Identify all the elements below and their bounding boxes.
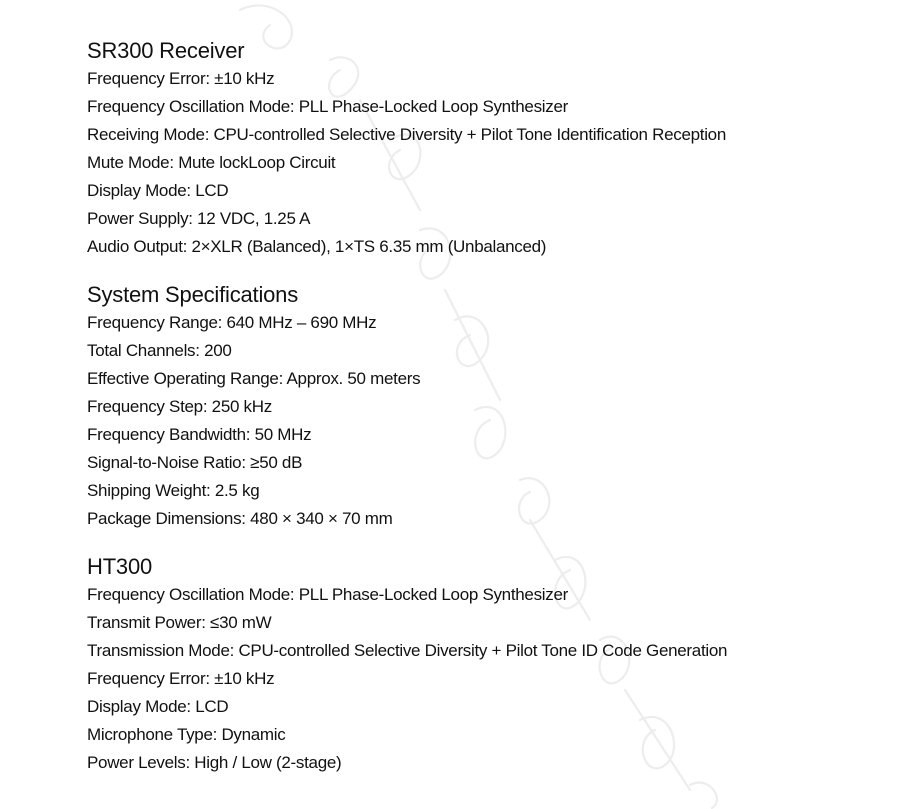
spec-list <box>87 581 887 777</box>
sr300-receiver-section <box>87 37 887 261</box>
spec-line: Frequency Bandwidth: 50 MHz <box>87 425 312 444</box>
spec-list <box>87 309 887 533</box>
spec-line: Total Channels: 200 <box>87 341 232 360</box>
section-title: SR300 Receiver <box>87 38 245 63</box>
spec-line: Power Levels: High / Low (2-stage) <box>87 753 342 772</box>
spec-line: Shipping Weight: 2.5 kg <box>87 481 260 500</box>
spec-line: Display Mode: LCD <box>87 697 229 716</box>
spec-line: Frequency Error: ±10 kHz <box>87 669 275 688</box>
ht300-section <box>87 553 887 777</box>
spec-line: Frequency Step: 250 kHz <box>87 397 272 416</box>
spec-line: Transmission Mode: CPU-controlled Selective Diversity + Pilot Tone ID Code Generation <box>87 641 728 660</box>
spec-line: Signal-to-Noise Ratio: ≥50 dB <box>87 453 303 472</box>
spec-line: Frequency Oscillation Mode: PLL Phase-Locked Loop Synthesizer <box>87 585 568 604</box>
system-specifications-section <box>87 281 887 533</box>
spec-list <box>87 65 887 261</box>
spec-line: Mute Mode: Mute lockLoop Circuit <box>87 153 336 172</box>
spec-line: Frequency Error: ±10 kHz <box>87 69 275 88</box>
spec-line: Receiving Mode: CPU-controlled Selective Diversity + Pilot Tone Identification Reception <box>87 125 726 144</box>
spec-line: Power Supply: 12 VDC, 1.25 A <box>87 209 311 228</box>
spec-line: Effective Operating Range: Approx. 50 meters <box>87 369 421 388</box>
spec-line: Audio Output: 2×XLR (Balanced), 1×TS 6.35 mm (Unbalanced) <box>87 237 547 256</box>
spec-line: Frequency Range: 640 MHz – 690 MHz <box>87 313 377 332</box>
spec-sheet <box>87 37 887 777</box>
spec-line: Microphone Type: Dynamic <box>87 725 286 744</box>
spec-line: Frequency Oscillation Mode: PLL Phase-Locked Loop Synthesizer <box>87 97 568 116</box>
section-title: System Specifications <box>87 282 298 307</box>
spec-line: Display Mode: LCD <box>87 181 229 200</box>
spec-line: Package Dimensions: 480 × 340 × 70 mm <box>87 509 393 528</box>
spec-line: Transmit Power: ≤30 mW <box>87 613 272 632</box>
section-title: HT300 <box>87 554 153 579</box>
